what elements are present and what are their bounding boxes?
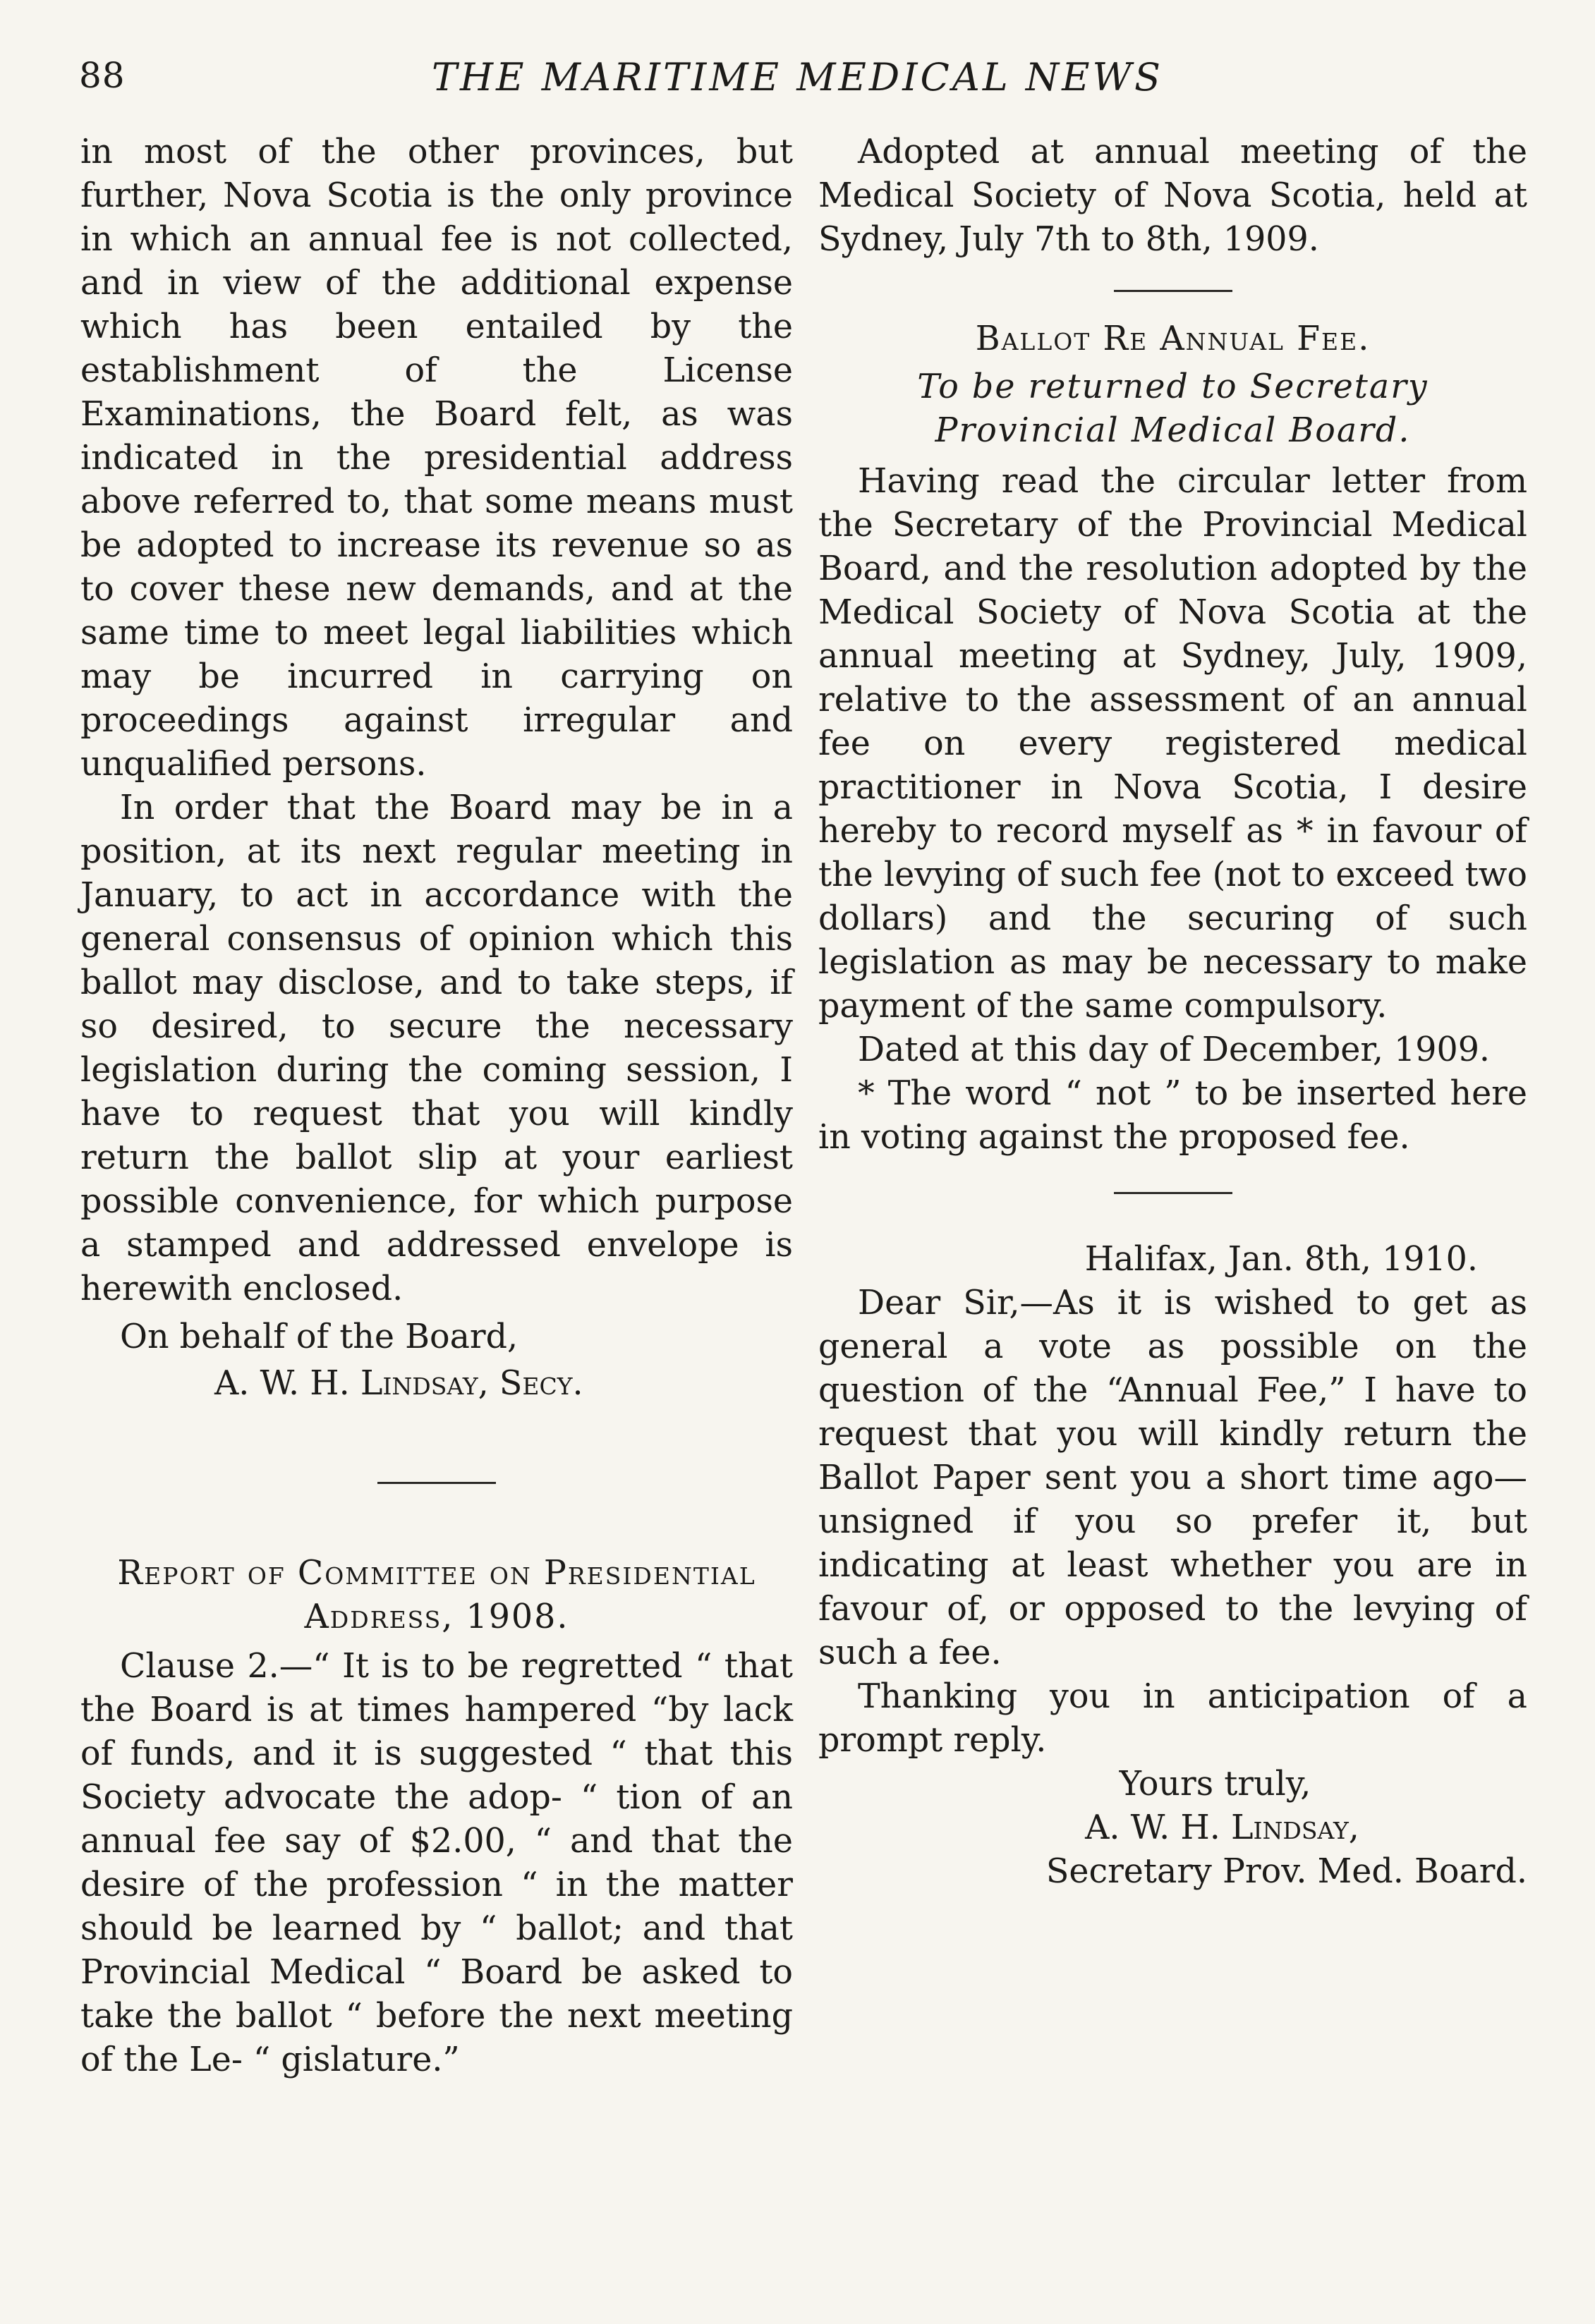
ballot-body: Having read the circular letter from the Secretary of the Provincial Medical Board, and the resolution adopted by the Medical Society of Nova Scotia at the annual meeting at Sydney, July, 1909, relative to the assessment of an annual fee on every registered medical practitioner in Nova Scotia, I desire hereby to record myself as * in favour of the levying of such fee (not to exceed two dollars) and the securing of such legislation as may be necessary to make payment of the same compulsory.: [818, 462, 1527, 1026]
adopted-note: Adopted at annual meeting of the Medical Society of Nova Scotia, held at Sydney, July 7th to 8th, 1909.: [818, 133, 1527, 259]
page-header: [79, 55, 1489, 118]
ballot-footnote: * The word “ not ” to be inserted here in voting against the proposed fee.: [818, 1074, 1527, 1157]
ballot-subheading: To be returned to Secretary Provincial Medical Board.: [917, 367, 1429, 450]
running-title: THE MARITIME MEDICAL NEWS: [432, 55, 1164, 99]
request-paragraph: In order that the Board may be in a position, at its next regular meeting in January, to act in accordance with the general consensus of opinion which this ballot may disclose, and to take steps, if so desired, to secure the necessary legislation during the coming session, I have to request that you will kindly return the ballot slip at your earliest possible convenience, for which purpose a stamped and addressed envelope is herewith enclosed.: [80, 789, 793, 1308]
letter-thanks: Thanking you in anticipation of a prompt reply.: [818, 1677, 1527, 1760]
ballot-dated: Dated at this day of December, 1909.: [858, 1030, 1491, 1069]
right-column: [818, 130, 1527, 1894]
left-column: [80, 130, 793, 2082]
closing-line: On behalf of the Board,: [120, 1318, 518, 1356]
letter-closing: Yours truly,: [1119, 1765, 1311, 1803]
report-clause-2: Clause 2.—“ It is to be regretted “ that the Board is at times hampered “by lack of funds, and it is suggested “ that this Society advocate the adop- “ tion of an annual fee say of $2.00, “ and that the desire of the profession “ in the matter should be learned by “ ballot; and that Provincial Medical “ Board be asked to take the ballot “ before the next meeting of the Le- “ gislature.”: [80, 1647, 793, 2079]
continued-paragraph: in most of the other provinces, but further, Nova Scotia is the only province in which an annual fee is not collected, and in view of the additional expense which has been entailed by the establishment of the License Examinations, the Board felt, as was indicated in the presidential address above referred to, that some means must be adopted to increase its revenue so as to cover these new demands, and at the same time to meet legal liabilities which may be incurred in carrying on proceedings against irregular and unqualified persons.: [80, 133, 793, 784]
ballot-heading: Ballot Re Annual Fee.: [975, 320, 1371, 358]
letter-signature: A. W. H. Lindsay,: [1085, 1808, 1359, 1847]
letter-body: Dear Sir,—As it is wished to get as general a vote as possible on the question of the “Annual Fee,” I have to request that you will kindly return the Ballot Paper sent you a short time ago—unsigned if you so prefer it, but indicating at least whether you are in favour of, or opposed to the levying of such a fee.: [818, 1284, 1527, 1672]
signature-secy: A. W. H. Lindsay, Secy.: [214, 1364, 583, 1403]
letter-title: Secretary Prov. Med. Board.: [1045, 1852, 1527, 1891]
report-heading: Report of Committee on Presidential Address, 1908.: [117, 1554, 756, 1636]
letter-dateline: Halifax, Jan. 8th, 1910.: [1084, 1240, 1478, 1279]
page-number: 88: [79, 55, 126, 96]
